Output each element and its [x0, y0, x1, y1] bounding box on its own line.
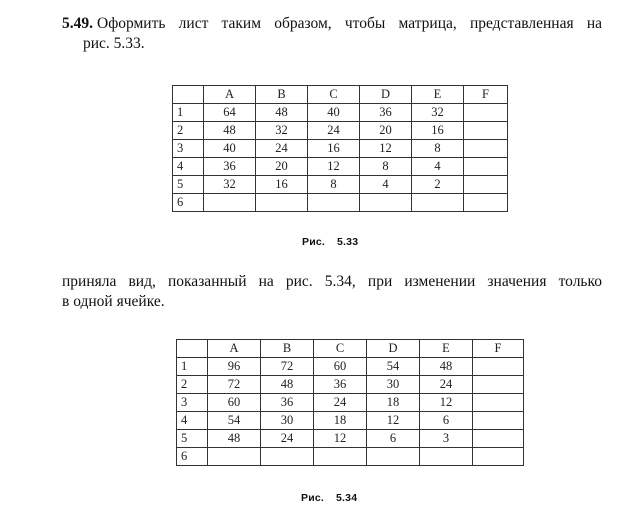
row-header: 4: [173, 158, 204, 176]
cell-a1: 96: [208, 358, 261, 376]
sheet-row: [177, 394, 524, 412]
caption-prefix: Рис.: [301, 492, 325, 504]
cell-f4: [473, 412, 524, 430]
cell-b6: [261, 448, 314, 466]
task-line-2: рис. 5.33.: [83, 35, 145, 52]
cell-a4: 54: [208, 412, 261, 430]
sheet-row: [177, 430, 524, 448]
column-header-d: D: [360, 86, 412, 104]
cell-f5: [464, 176, 508, 194]
continuation-line-2: в одной ячейке.: [62, 293, 165, 310]
caption-number: 5.33: [337, 236, 359, 248]
sheet-row: [173, 104, 508, 122]
row-header: 6: [173, 194, 204, 212]
column-header-b: B: [261, 340, 314, 358]
sheet-row: [173, 158, 508, 176]
sheet-row: [177, 448, 524, 466]
cell-f3: [473, 394, 524, 412]
column-header-f: F: [464, 86, 508, 104]
row-header: 1: [177, 358, 208, 376]
cell-b4: 30: [261, 412, 314, 430]
cell-f6: [464, 194, 508, 212]
row-header: 3: [177, 394, 208, 412]
column-header-b: B: [256, 86, 308, 104]
cell-f6: [473, 448, 524, 466]
sheet-body: [173, 104, 508, 212]
cell-e3: 8: [412, 140, 464, 158]
cell-b1: 72: [261, 358, 314, 376]
cell-f1: [464, 104, 508, 122]
cell-e4: 4: [412, 158, 464, 176]
cell-a6: [204, 194, 256, 212]
cell-a6: [208, 448, 261, 466]
cell-a3: 60: [208, 394, 261, 412]
cell-f3: [464, 140, 508, 158]
cell-d4: 8: [360, 158, 412, 176]
column-header-a: A: [204, 86, 256, 104]
sheet-row: [177, 358, 524, 376]
cell-d5: 4: [360, 176, 412, 194]
cell-f2: [473, 376, 524, 394]
row-header: 4: [177, 412, 208, 430]
cell-b4: 20: [256, 158, 308, 176]
spreadsheet-figure-5-34: [176, 339, 524, 466]
task-continuation: [62, 272, 602, 312]
cell-c6: [314, 448, 367, 466]
sheet-row: [173, 140, 508, 158]
cell-d3: 12: [360, 140, 412, 158]
cell-d2: 30: [367, 376, 420, 394]
cell-a1: 64: [204, 104, 256, 122]
cell-d1: 36: [360, 104, 412, 122]
cell-c4: 18: [314, 412, 367, 430]
cell-b2: 48: [261, 376, 314, 394]
cell-c1: 40: [308, 104, 360, 122]
cell-c1: 60: [314, 358, 367, 376]
cell-e6: [420, 448, 473, 466]
cell-b3: 36: [261, 394, 314, 412]
column-header-d: D: [367, 340, 420, 358]
column-header-c: C: [314, 340, 367, 358]
caption-number: 5.34: [336, 492, 358, 504]
cell-e5: 2: [412, 176, 464, 194]
task-number: 5.49.: [62, 15, 93, 32]
row-header: 5: [177, 430, 208, 448]
corner-cell: [173, 86, 204, 104]
cell-d6: [367, 448, 420, 466]
row-header: 2: [177, 376, 208, 394]
cell-d1: 54: [367, 358, 420, 376]
sheet-row: [177, 412, 524, 430]
column-header-row: [173, 86, 508, 104]
cell-a5: 32: [204, 176, 256, 194]
task-line-1: [62, 14, 602, 34]
continuation-line-1: приняла вид, показанный на рис. 5.34, при изменении значения только: [62, 273, 602, 290]
cell-a3: 40: [204, 140, 256, 158]
cell-d4: 12: [367, 412, 420, 430]
cell-c3: 16: [308, 140, 360, 158]
cell-c5: 8: [308, 176, 360, 194]
sheet-row: [173, 194, 508, 212]
cell-c2: 36: [314, 376, 367, 394]
cell-c4: 12: [308, 158, 360, 176]
column-header-a: A: [208, 340, 261, 358]
spreadsheet-figure-5-33: [172, 85, 508, 212]
cell-e2: 24: [420, 376, 473, 394]
column-header-e: E: [420, 340, 473, 358]
row-header: 6: [177, 448, 208, 466]
row-header: 3: [173, 140, 204, 158]
cell-a2: 72: [208, 376, 261, 394]
sheet-row: [177, 376, 524, 394]
column-header-f: F: [473, 340, 524, 358]
cell-e6: [412, 194, 464, 212]
cell-e1: 32: [412, 104, 464, 122]
cell-d5: 6: [367, 430, 420, 448]
cell-a4: 36: [204, 158, 256, 176]
cell-b5: 16: [256, 176, 308, 194]
column-header-e: E: [412, 86, 464, 104]
cell-f1: [473, 358, 524, 376]
cell-a5: 48: [208, 430, 261, 448]
cell-e3: 12: [420, 394, 473, 412]
cell-e5: 3: [420, 430, 473, 448]
row-header: 2: [173, 122, 204, 140]
row-header: 5: [173, 176, 204, 194]
cell-b6: [256, 194, 308, 212]
corner-cell: [177, 340, 208, 358]
cell-f5: [473, 430, 524, 448]
task-statement: [62, 14, 602, 54]
cell-e2: 16: [412, 122, 464, 140]
cell-d2: 20: [360, 122, 412, 140]
cell-c2: 24: [308, 122, 360, 140]
cell-a2: 48: [204, 122, 256, 140]
column-header-c: C: [308, 86, 360, 104]
cell-d3: 18: [367, 394, 420, 412]
sheet-row: [173, 176, 508, 194]
cell-b2: 32: [256, 122, 308, 140]
figure-caption-5-34: [301, 492, 357, 504]
figure-caption-5-33: [302, 236, 358, 248]
cell-b5: 24: [261, 430, 314, 448]
cell-c3: 24: [314, 394, 367, 412]
cell-d6: [360, 194, 412, 212]
cell-f4: [464, 158, 508, 176]
column-header-row: [177, 340, 524, 358]
sheet-body: [177, 358, 524, 466]
cell-e4: 6: [420, 412, 473, 430]
row-header: 1: [173, 104, 204, 122]
sheet-row: [173, 122, 508, 140]
task-text-1: Оформить лист таким образом, чтобы матрица, представленная на: [97, 15, 602, 32]
caption-prefix: Рис.: [302, 236, 326, 248]
cell-c6: [308, 194, 360, 212]
cell-c5: 12: [314, 430, 367, 448]
cell-b1: 48: [256, 104, 308, 122]
cell-e1: 48: [420, 358, 473, 376]
cell-b3: 24: [256, 140, 308, 158]
cell-f2: [464, 122, 508, 140]
